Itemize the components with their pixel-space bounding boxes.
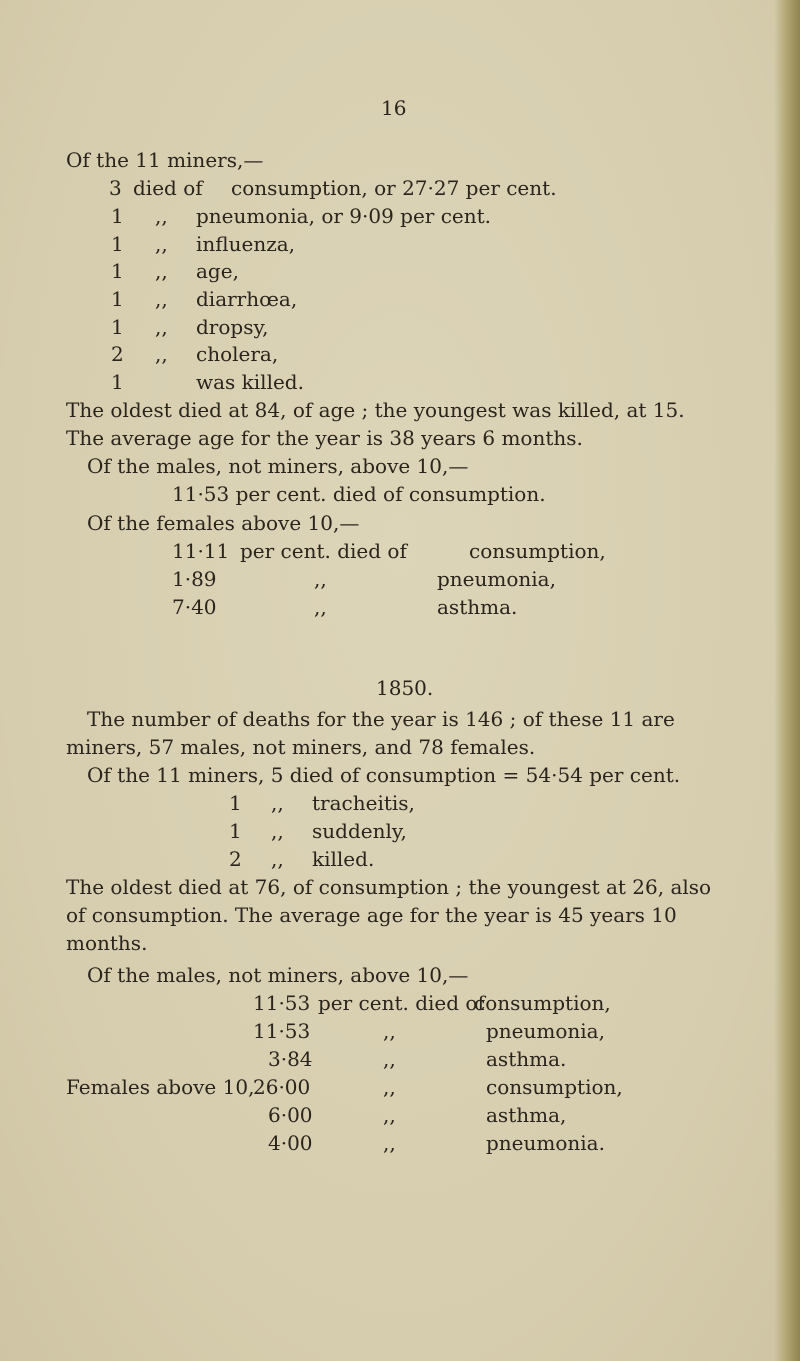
rate-mark: ,,: [383, 1131, 396, 1155]
cause-text: suddenly,: [312, 819, 407, 843]
cause-text: pneumonia, or 9·09 per cent.: [196, 204, 492, 228]
cause-count: 1: [229, 819, 242, 843]
rate-text: consumption,: [474, 991, 611, 1015]
males-heading-1849: Of the males, not miners, above 10,—: [87, 454, 469, 478]
rate-mark: per cent. died of: [240, 539, 407, 563]
oldest-1850-line-a: The oldest died at 76, of consumption ; the youngest at 26, also: [66, 875, 712, 899]
oldest-1850-line-c: months.: [66, 931, 148, 955]
cause-count: 2: [111, 342, 124, 366]
rate-mark: ,,: [314, 567, 327, 591]
males-heading-1850: Of the males, not miners, above 10,—: [87, 963, 469, 987]
cause-count: 3: [109, 176, 122, 200]
rate-text: consumption,: [486, 1075, 623, 1099]
rate-value: 11·11: [172, 539, 230, 563]
miners-1850: Of the 11 miners, 5 died of consumption = 54·54 per cent.: [87, 763, 681, 787]
cause-mark: ,,: [271, 847, 284, 871]
cause-mark: ,,: [155, 259, 168, 283]
rate-text: pneumonia,: [437, 567, 556, 591]
rate-value: 6·00: [268, 1103, 313, 1127]
cause-mark: died of: [133, 176, 203, 200]
cause-count: 1: [111, 287, 124, 311]
rate-mark: per cent. died of: [318, 991, 485, 1015]
cause-mark: ,,: [271, 791, 284, 815]
rate-text: consumption,: [469, 539, 606, 563]
cause-text: cholera,: [196, 342, 279, 366]
rate-value: 4·00: [268, 1131, 313, 1155]
cause-mark: ,,: [155, 287, 168, 311]
cause-count: 1: [229, 791, 242, 815]
cause-count: 1: [111, 315, 124, 339]
rate-text: asthma.: [437, 595, 518, 619]
cause-mark: ,,: [155, 342, 168, 366]
rate-value: 3·84: [268, 1047, 313, 1071]
cause-mark: ,,: [155, 315, 168, 339]
rate-mark: ,,: [383, 1019, 396, 1043]
average-1849: The average age for the year is 38 years 6 months.: [66, 426, 583, 450]
cause-mark: ,,: [155, 204, 168, 228]
rate-mark: ,,: [314, 595, 327, 619]
deaths-1850-line-b: miners, 57 males, not miners, and 78 females.: [66, 735, 536, 759]
deaths-1850-line-a: The number of deaths for the year is 146 ; of these 11 are: [87, 707, 675, 731]
rate-value: 26·00: [253, 1075, 311, 1099]
cause-count: 2: [229, 847, 242, 871]
year-heading-1850: 1850.: [376, 676, 434, 700]
page-number: 16: [381, 96, 407, 120]
rate-value: 11·53: [253, 1019, 311, 1043]
cause-count: 1: [111, 370, 124, 394]
cause-text: dropsy,: [196, 315, 269, 339]
rate-value: 11·53: [253, 991, 311, 1015]
page-edge-shadow: [774, 0, 800, 1361]
cause-text: killed.: [312, 847, 375, 871]
rate-text: pneumonia,: [486, 1019, 605, 1043]
oldest-1849: The oldest died at 84, of age ; the youngest was killed, at 15.: [66, 398, 685, 422]
males-line-1849: 11·53 per cent. died of consumption.: [172, 482, 546, 506]
cause-mark: ,,: [271, 819, 284, 843]
rate-value: 1·89: [172, 567, 217, 591]
cause-text: consumption, or 27·27 per cent.: [231, 176, 557, 200]
cause-text: age,: [196, 259, 239, 283]
cause-count: 1: [111, 259, 124, 283]
rate-label: Females above 10,: [66, 1075, 255, 1099]
rate-text: asthma,: [486, 1103, 567, 1127]
rate-text: asthma.: [486, 1047, 567, 1071]
rate-mark: ,,: [383, 1075, 396, 1099]
females-heading-1849: Of the females above 10,—: [87, 511, 360, 535]
rate-text: pneumonia.: [486, 1131, 605, 1155]
miners-heading-1849: Of the 11 miners,—: [66, 148, 264, 172]
cause-text: influenza,: [196, 232, 296, 256]
cause-mark: ,,: [155, 232, 168, 256]
rate-mark: ,,: [383, 1047, 396, 1071]
cause-text: diarrhœa,: [196, 287, 298, 311]
rate-value: 7·40: [172, 595, 217, 619]
cause-text: was killed.: [196, 370, 304, 394]
cause-count: 1: [111, 204, 124, 228]
oldest-1850-line-b: of consumption. The average age for the year is 45 years 10: [66, 903, 677, 927]
cause-text: tracheitis,: [312, 791, 415, 815]
cause-count: 1: [111, 232, 124, 256]
rate-mark: ,,: [383, 1103, 396, 1127]
